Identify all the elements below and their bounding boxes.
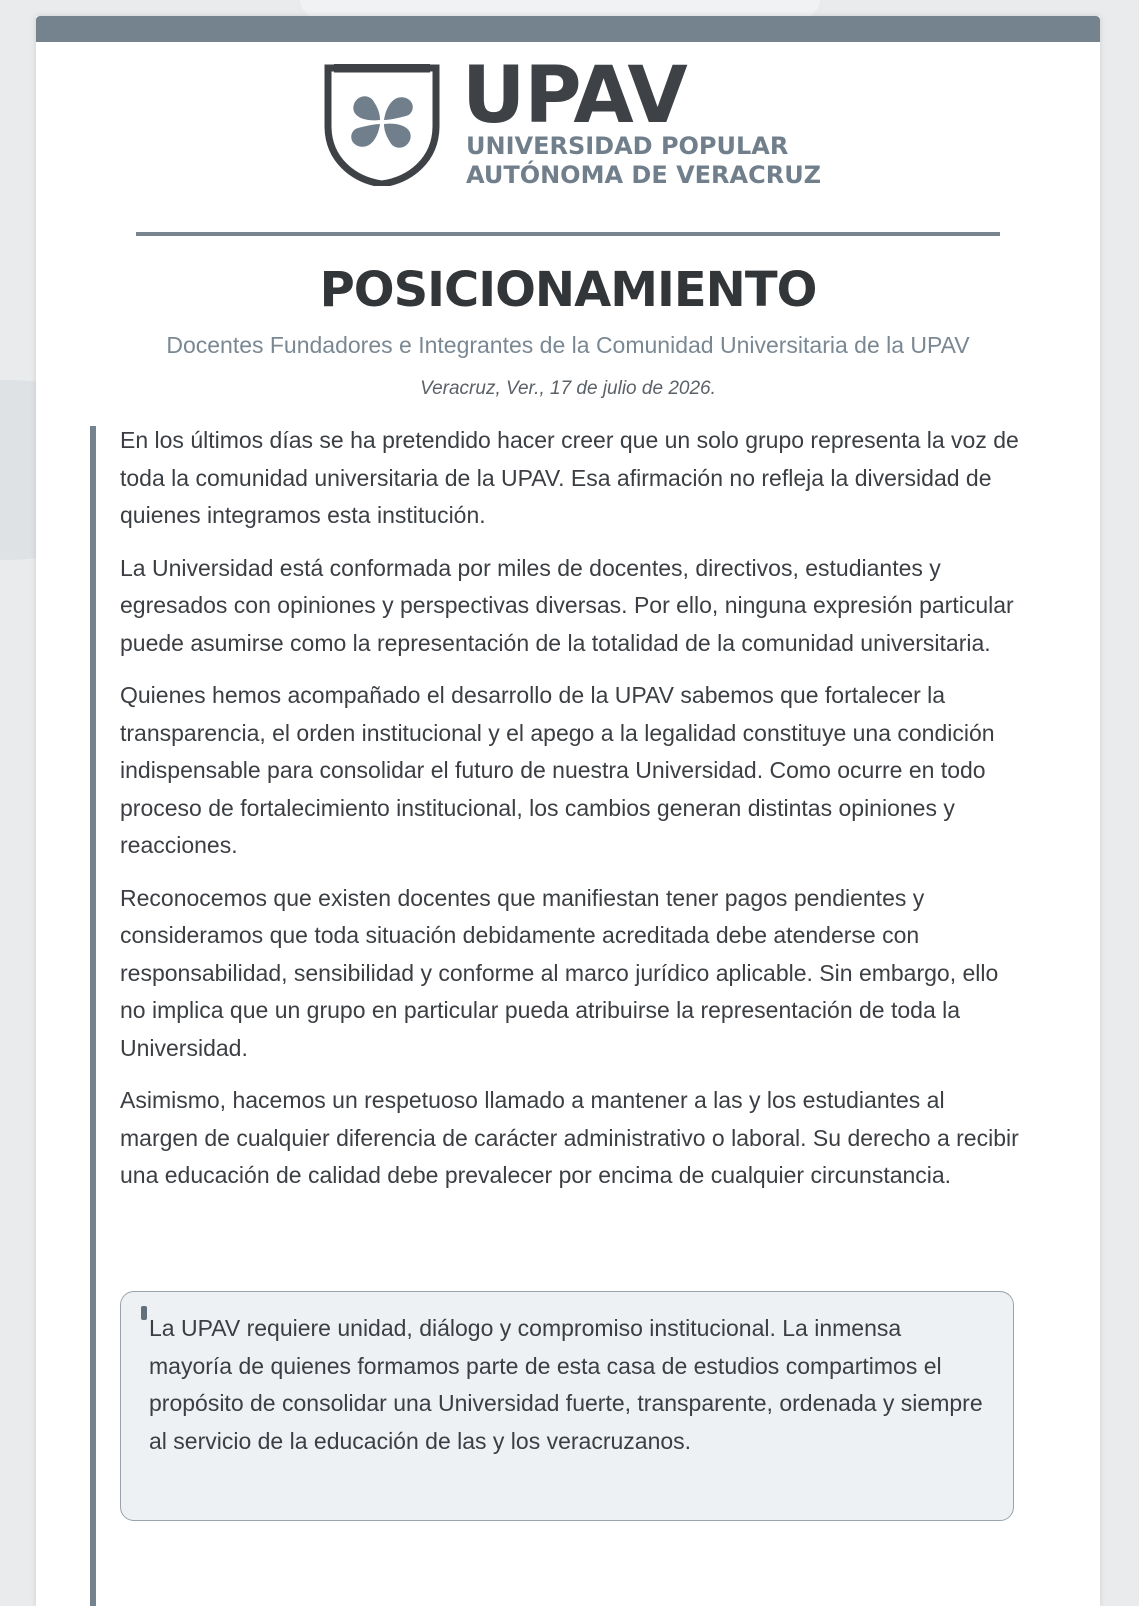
logo-subtitle: [466, 132, 821, 190]
university-logo: [324, 51, 824, 202]
quote-marker-icon: [141, 1306, 147, 1320]
shield-icon: [324, 64, 440, 186]
callout-text: La UPAV requiere unidad, diálogo y compromiso institucional. La inmensa mayoría de quienes formamos parte de esta casa de estudios compartimos el propósito de consolidar una Universidad fuerte, transparente, ordenada y siempre al servicio de la educación de las y los veracruzanos.: [149, 1315, 983, 1454]
logo-subtitle-line: AUTÓNOMA DE VERACRUZ: [466, 161, 822, 189]
logo-wordmark: UPAV: [462, 51, 687, 141]
body-paragraph: Asimismo, hacemos un respetuoso llamado a mantener a las y los estudiantes al margen de cualquier diferencia de carácter administrativo o laboral. Su derecho a recibir una educación de calidad debe prevalecer por encima de cualquier circunstancia.: [120, 1087, 1019, 1188]
dateline: Veracruz, Ver., 17 de julio de 2026.: [420, 378, 716, 399]
body-paragraph: Quienes hemos acompañado el desarrollo de la UPAV sabemos que fortalecer la transparencia, el orden institucional y el apego a la legalidad constituye una condición indispensable para consolidar el futuro de nuestra Universidad. Como ocurre en todo proceso de fortalecimiento institucional, los cambios generan distintas opiniones y reacciones.: [120, 682, 995, 858]
body-paragraph: La Universidad está conformada por miles de docentes, directivos, estudiantes y egresados con opiniones y perspectivas diversas. Por ello, ninguna expresión particular puede asumirse como la representación de la totalidad de la comunidad universitaria.: [120, 554, 1014, 656]
body-paragraph: Reconocemos que existen docentes que manifiestan tener pagos pendientes y consideramos que toda situación debidamente acreditada debe atenderse con responsabilidad, sensibilidad y conforme al marco jurídico aplicable. Sin embargo, ello no implica que un grupo en particular pueda atribuirse la representación de toda la Universidad.: [120, 884, 999, 1061]
page-title: POSICIONAMIENTO: [319, 262, 817, 318]
body-paragraph: En los últimos días se ha pretendido hacer creer que un solo grupo representa la voz de toda la comunidad universitaria de la UPAV. Esa afirmación no refleja la diversidad de quienes integramos esta institución.: [120, 427, 1019, 528]
top-bar: [36, 16, 1100, 42]
document-page: [36, 16, 1100, 1606]
header-divider: [136, 232, 1000, 236]
left-accent-rule: [90, 426, 96, 1606]
document-body: [120, 422, 1020, 1210]
callout-box: [120, 1291, 1014, 1521]
logo-subtitle-line: UNIVERSIDAD POPULAR: [466, 132, 789, 160]
page-subtitle: Docentes Fundadores e Integrantes de la Comunidad Universitaria de la UPAV: [166, 332, 970, 358]
